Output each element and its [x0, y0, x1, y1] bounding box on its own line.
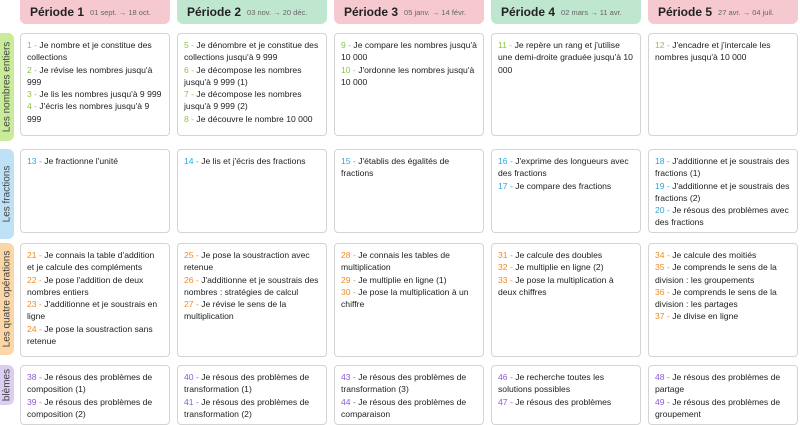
lesson-title: J'additionne et je soustrais des nombres : stratégies de calcul [184, 274, 319, 297]
lesson-title: Je multiplie en ligne (2) [515, 262, 604, 273]
lesson-item[interactable] [655, 396, 791, 421]
lesson-title: Je résous des problèmes de composition (2) [27, 396, 153, 419]
lesson-number: 10 - [341, 64, 359, 75]
lesson-number: 35 - [655, 262, 673, 273]
lesson-item[interactable] [27, 100, 163, 125]
lesson-item[interactable] [655, 155, 791, 180]
lesson-title: Je nombre et je constitue des collections [27, 40, 152, 63]
lesson-number: 18 - [655, 156, 673, 166]
lesson-number: 9 - [341, 40, 354, 50]
lesson-title: Je compare les nombres jusqu'à 10 000 [341, 40, 477, 63]
lesson-item[interactable] [184, 88, 320, 113]
lesson-number: 34 - [655, 250, 673, 260]
lesson-item[interactable] [498, 39, 634, 76]
lesson-cell [334, 243, 484, 357]
lesson-title: Je révise le sens de la multiplication [184, 299, 287, 322]
lesson-title: J'additionne et je soustrais des fractions (1) [655, 156, 790, 179]
period-dates: 02 mars → 11 avr. [561, 7, 622, 17]
lesson-item[interactable] [341, 371, 477, 396]
lesson-title: Je résous des problèmes de partage [655, 372, 781, 395]
lesson-item[interactable] [184, 113, 320, 125]
lesson-item[interactable] [27, 298, 163, 323]
lesson-cell [334, 149, 484, 233]
lesson-cell [648, 33, 798, 136]
lesson-cell [20, 33, 170, 136]
lesson-number: 8 - [184, 113, 197, 124]
lesson-title: Je comprends le sens de la division : les partages [655, 286, 777, 310]
row-label-text: Les nombres entiers [1, 41, 13, 133]
lesson-cell [177, 149, 327, 233]
lesson-title: Je connais les tables de multiplication [341, 250, 450, 273]
lesson-number: 40 - [184, 372, 202, 382]
lesson-cell [177, 243, 327, 357]
lesson-number: 25 - [184, 250, 202, 260]
lesson-title: Je calcule des doubles [515, 250, 603, 260]
lesson-title: Je pose la multiplication à un chiffre [341, 286, 469, 310]
lesson-number: 36 - [655, 286, 673, 297]
row-label-4 [0, 365, 14, 405]
lesson-item[interactable] [27, 88, 163, 100]
lesson-title: J'exprime des longueurs avec des fractions [498, 156, 629, 179]
period-dates: 01 sept. → 18 oct. [90, 7, 151, 17]
lesson-item[interactable] [498, 274, 634, 299]
lesson-number: 48 - [655, 372, 673, 382]
lesson-title: Je calcule des moitiés [672, 250, 757, 260]
lesson-cell [491, 243, 641, 357]
lesson-number: 29 - [341, 274, 359, 285]
lesson-number: 20 - [655, 205, 673, 216]
lesson-cell [648, 243, 798, 357]
lesson-title: J'encadre et j'intercale les nombres jusqu'à 10 000 [655, 40, 771, 63]
lesson-item[interactable] [27, 323, 163, 348]
lesson-title: Je recherche toutes les solutions possibles [498, 372, 605, 395]
lesson-item[interactable] [27, 396, 163, 421]
lesson-title: Je décompose les nombres jusqu'à 9 999 (2) [184, 89, 302, 112]
lesson-title: Je repère un rang et j'utilise une demi-droite graduée jusqu'à 10 000 [498, 40, 633, 75]
period-dates: 27 avr. → 04 juil. [718, 7, 774, 17]
period-header-1 [20, 0, 170, 24]
lesson-title: J'ordonne les nombres jusqu'à 10 000 [341, 64, 475, 87]
row-label-2 [0, 149, 14, 239]
period-header-4 [491, 0, 641, 24]
lesson-item[interactable] [184, 371, 320, 396]
lesson-number: 3 - [27, 89, 40, 100]
lesson-cell [648, 149, 798, 233]
lesson-item[interactable] [341, 286, 477, 311]
lesson-item[interactable] [341, 396, 477, 421]
lesson-item[interactable] [498, 371, 634, 396]
lesson-number: 22 - [27, 274, 45, 285]
lesson-number: 15 - [341, 156, 359, 166]
lesson-number: 6 - [184, 64, 197, 75]
lesson-cell [491, 149, 641, 233]
lesson-title: Je lis les nombres jusqu'à 9 999 [39, 89, 162, 100]
lesson-item[interactable] [184, 298, 320, 323]
lesson-item[interactable] [27, 371, 163, 396]
lesson-title: Je résous des problèmes de transformation (2) [184, 396, 310, 419]
lesson-item[interactable] [341, 274, 477, 286]
lesson-number: 17 - [498, 180, 516, 191]
lesson-item[interactable] [184, 274, 320, 299]
lesson-item[interactable] [655, 261, 791, 286]
lesson-item[interactable] [27, 249, 163, 274]
lesson-title: Je résous des problèmes de transformation (1) [184, 372, 310, 395]
lesson-item[interactable] [498, 155, 634, 180]
lesson-number: 49 - [655, 396, 673, 407]
lesson-number: 27 - [184, 299, 202, 310]
lesson-number: 1 - [27, 40, 40, 50]
lesson-number: 21 - [27, 250, 45, 260]
lesson-item[interactable] [498, 396, 634, 408]
lesson-number: 30 - [341, 286, 359, 297]
lesson-number: 31 - [498, 250, 516, 260]
lesson-item[interactable] [498, 249, 634, 261]
lesson-number: 4 - [27, 101, 40, 112]
lesson-number: 32 - [498, 262, 516, 273]
lesson-item[interactable] [655, 371, 791, 396]
lesson-item[interactable] [27, 155, 163, 167]
lesson-item[interactable] [655, 204, 791, 229]
lesson-item[interactable] [184, 396, 320, 421]
lesson-title: Je multiplie en ligne (1) [358, 274, 447, 285]
lesson-title: Je compare des fractions [515, 180, 612, 191]
lesson-title: Je connais la table d'addition et je calcule des compléments [27, 250, 155, 273]
lesson-number: 23 - [27, 299, 45, 310]
lesson-title: Je dénombre et je constitue des collections jusqu'à 9 999 [184, 40, 319, 63]
lesson-title: J'additionne et je soustrais en ligne [27, 299, 158, 322]
lesson-title: Je résous des problèmes de groupement [655, 396, 781, 419]
lesson-number: 24 - [27, 323, 45, 334]
row-label-text: Les fractions [1, 165, 13, 223]
period-header-3 [334, 0, 484, 24]
lesson-number: 44 - [341, 396, 359, 407]
lesson-title: Je comprends le sens de la division : les groupements [655, 262, 777, 285]
period-dates: 05 janv. → 14 févr. [404, 7, 467, 17]
lesson-number: 28 - [341, 250, 359, 260]
lesson-number: 7 - [184, 89, 197, 100]
lesson-number: 37 - [655, 311, 673, 322]
lesson-number: 39 - [27, 396, 45, 407]
lesson-number: 13 - [27, 156, 45, 166]
lesson-item[interactable] [655, 310, 791, 322]
period-header-2 [177, 0, 327, 24]
lesson-title: Je pose l'addition de deux nombres entiers [27, 274, 144, 297]
lesson-item[interactable] [184, 155, 320, 167]
lesson-cell [334, 365, 484, 425]
lesson-cell [177, 33, 327, 136]
lesson-title: Je résous des problèmes de composition (1) [27, 372, 153, 395]
lesson-item[interactable] [184, 64, 320, 89]
lesson-number: 26 - [184, 274, 202, 285]
lesson-title: Je résous des problèmes de transformation (3) [341, 372, 467, 395]
lesson-number: 2 - [27, 64, 40, 75]
lesson-cell [20, 365, 170, 425]
lesson-item[interactable] [655, 180, 791, 205]
lesson-title: Je fractionne l'unité [44, 156, 118, 166]
lesson-item[interactable] [341, 155, 477, 180]
lesson-title: Je pose la soustraction avec retenue [184, 250, 310, 273]
lesson-cell [20, 243, 170, 357]
lesson-number: 5 - [184, 40, 197, 50]
lesson-title: J'écris les nombres jusqu'à 9 999 [27, 101, 150, 124]
lesson-item[interactable] [341, 249, 477, 274]
lesson-item[interactable] [341, 64, 477, 89]
period-name: Période 2 [187, 5, 242, 19]
lesson-item[interactable] [341, 39, 477, 64]
lesson-number: 47 - [498, 396, 516, 407]
lesson-number: 12 - [655, 40, 673, 50]
lesson-title: Je divise en ligne [672, 311, 739, 322]
row-label-text: blèmes [1, 368, 13, 402]
period-dates: 03 nov. → 20 déc. [247, 7, 308, 17]
lesson-number: 43 - [341, 372, 359, 382]
lesson-item[interactable] [184, 39, 320, 64]
lesson-number: 41 - [184, 396, 202, 407]
row-label-text: Les quatre opérations [1, 250, 13, 348]
lesson-number: 16 - [498, 156, 516, 166]
lesson-number: 33 - [498, 274, 516, 285]
period-name: Période 4 [501, 5, 556, 19]
lesson-item[interactable] [27, 274, 163, 299]
lesson-title: Je révise les nombres jusqu'à 999 [27, 64, 153, 87]
lesson-number: 14 - [184, 156, 202, 166]
period-name: Période 1 [30, 5, 85, 19]
period-name: Période 5 [658, 5, 713, 19]
lesson-title: Je décompose les nombres jusqu'à 9 999 (1) [184, 64, 302, 87]
lesson-item[interactable] [498, 180, 634, 192]
period-header-5 [648, 0, 798, 24]
lesson-item[interactable] [655, 286, 791, 311]
lesson-title: Je pose la soustraction sans retenue [27, 323, 153, 347]
lesson-item[interactable] [655, 39, 791, 64]
row-label-3 [0, 243, 14, 355]
lesson-title: Je pose la multiplication à deux chiffres [498, 274, 614, 297]
lesson-cell [177, 365, 327, 425]
lesson-item[interactable] [655, 249, 791, 261]
lesson-number: 11 - [498, 40, 515, 50]
lesson-title: Je lis et j'écris des fractions [201, 156, 306, 166]
lesson-cell [334, 33, 484, 136]
lesson-title: Je résous des problèmes [515, 396, 612, 407]
lesson-item[interactable] [27, 39, 163, 64]
lesson-number: 46 - [498, 372, 516, 382]
lesson-item[interactable] [498, 261, 634, 273]
lesson-title: J'additionne et je soustrais des fractions (2) [655, 180, 790, 203]
lesson-cell [491, 365, 641, 425]
lesson-title: Je résous des problèmes avec des fractions [655, 205, 789, 228]
row-label-1 [0, 33, 14, 141]
lesson-title: Je résous des problèmes de comparaison [341, 396, 467, 419]
lesson-cell [491, 33, 641, 136]
lesson-item[interactable] [27, 64, 163, 89]
lesson-number: 38 - [27, 372, 45, 382]
lesson-cell [20, 149, 170, 233]
lesson-item[interactable] [184, 249, 320, 274]
lesson-number: 19 - [655, 180, 673, 191]
lesson-title: J'établis des égalités de fractions [341, 156, 450, 179]
lesson-cell [648, 365, 798, 425]
lesson-title: Je découvre le nombre 10 000 [196, 113, 313, 124]
period-name: Période 3 [344, 5, 399, 19]
